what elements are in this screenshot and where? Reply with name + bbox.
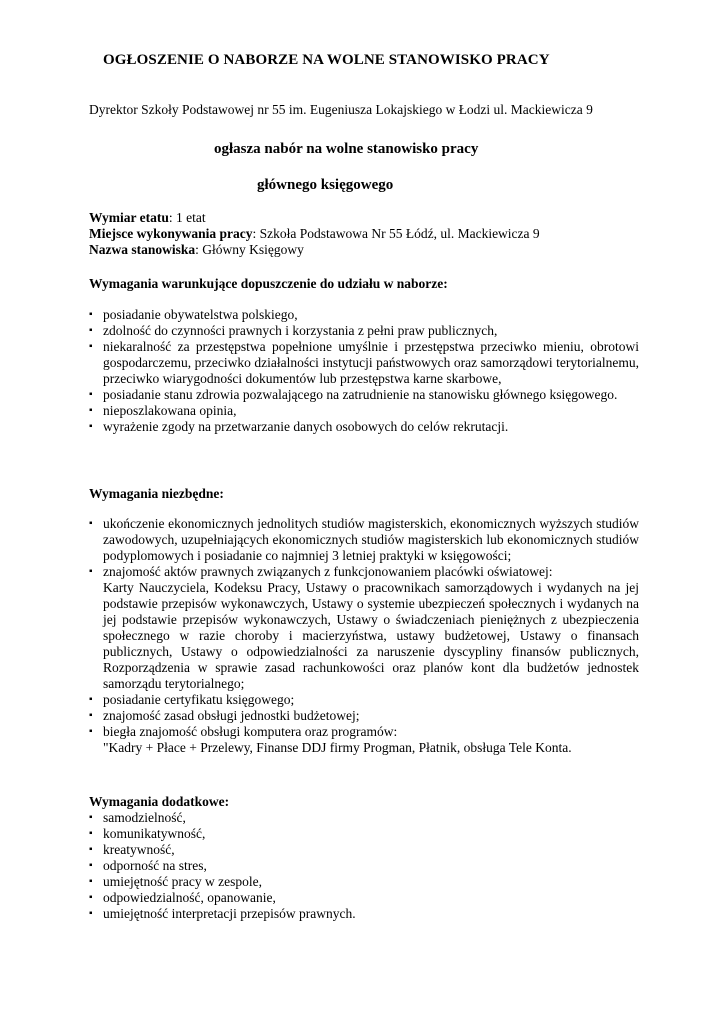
bullet-icon: ▪ [89,908,93,919]
info-miejsce [89,226,649,242]
bullet-icon: ▪ [89,860,93,871]
bullet-icon: ▪ [89,389,93,400]
bullet-icon: ▪ [89,726,93,737]
list-niezbedne [89,516,639,756]
bullet-icon: ▪ [89,710,93,721]
list-item: ▪ posiadanie obywatelstwa polskiego, [89,307,298,322]
list-item: ▪ umiejętność interpretacji przepisów prawnych. [89,906,356,921]
list-item: ▪ znajomość aktów prawnych związanych z funkcjonowaniem placówki oświatowej: Karty Nauczyciela, Kodeksu Pracy, Ustawy o pracownikach samorządowych i wydanych na jej podstawie przepisów wykonawczych, Ustawy o systemie ubezpieczeń społecznych i wydanych na jej podstawie przepisów wykonawczych, Ustawy o świadczeniach pieniężnych z ubezpieczenia społecznego w razie choroby i macierzyństwa, ustawy budżetowej, Ustawy o finansach publicznych, Ustawy o odpowiedzialności za naruszenie dyscypliny finansów publicznych, Rozporządzenia w sprawie zasad rachunkowości oraz planów kont dla budżetów jednostek samorządu terytorialnego; [89,564,639,691]
list-dodatkowe [89,810,639,922]
list-item: ▪ komunikatywność, [89,826,206,841]
info-miejsce-label: Miejsce wykonywania pracy [89,226,253,241]
bullet-icon: ▪ [89,341,93,352]
bullet-icon: ▪ [89,566,93,577]
info-miejsce-value: : Szkoła Podstawowa Nr 55 Łódź, ul. Mackiewicza 9 [252,226,540,241]
bullet-icon: ▪ [89,812,93,823]
bullet-icon: ▪ [89,844,93,855]
bullet-icon: ▪ [89,421,93,432]
section-heading-niezbedne: Wymagania niezbędne: [89,486,224,501]
list-item: ▪ niekaralność za przestępstwa popełnione umyślnie i przestępstwa przeciwko mieniu, obrotowi gospodarczemu, przeciwko działalności instytucji państwowych oraz samorządowi terytorialnemu, przeciwko wiarygodności dokumentów lub przestępstwa karne skarbowe, [89,339,639,386]
list-item: ▪ nieposzlakowana opinia, [89,403,237,418]
list-item: ▪ ukończenie ekonomicznych jednolitych studiów magisterskich, ekonomicznych wyższych studiów zawodowych, uzupełniających ekonomicznych studiów magisterskich lub ekonomicznych studiów podyplomowych i posiadanie co najmniej 3 letniej praktyki w księgowości; [89,516,639,563]
list-warunkujace [89,307,639,435]
list-item: ▪ posiadanie certyfikatu księgowego; [89,692,295,707]
list-item: ▪ umiejętność pracy w zespole, [89,874,262,889]
list-item: ▪ kreatywność, [89,842,175,857]
list-item: ▪ odporność na stres, [89,858,207,873]
bullet-icon: ▪ [89,325,93,336]
section-heading-dodatkowe: Wymagania dodatkowe: [89,794,230,809]
legal-acts-text: Karty Nauczyciela, Kodeksu Pracy, Ustawy o pracownikach samorządowych i wydanych na jej podstawie przepisów wykonawczych, Ustawy o systemie ubezpieczeń społecznych i wydanych na jej podstawie przepisów wykonawczych, Ustawy o świadczeniach pieniężnych z ubezpieczenia społecznego w razie choroby i macierzyństwa, ustawy budżetowej, Ustawy o finansach publicznych, Ustawy o odpowiedzialności za naruszenie dyscypliny finansów publicznych, Rozporządzenia w sprawie zasad rachunkowości oraz planów kont dla budżetów jednostek samorządu terytorialnego; [103,580,639,691]
bullet-icon: ▪ [89,828,93,839]
info-wymiar-label: Wymiar etatu [89,210,169,225]
list-item: ▪ znajomość zasad obsługi jednostki budżetowej; [89,708,360,723]
info-nazwa-label: Nazwa stanowiska [89,242,196,257]
intro-line: Dyrektor Szkoły Podstawowej nr 55 im. Eugeniusza Lokajskiego w Łodzi ul. Mackiewicza 9 [89,102,593,117]
list-item: ▪ biegła znajomość obsługi komputera oraz programów: "Kadry + Płace + Przelewy, Finanse DDJ firmy Progman, Płatnik, obsługa Tele Konta. [89,724,639,756]
list-item: ▪ wyrażenie zgody na przetwarzanie danych osobowych do celów rekrutacji. [89,419,509,434]
bullet-icon: ▪ [89,518,93,529]
announcement-line: ogłasza nabór na wolne stanowisko pracy [214,141,479,157]
bullet-icon: ▪ [89,694,93,705]
section-heading-warunkujace: Wymagania warunkujące dopuszczenie do udziału w naborze: [89,276,448,291]
info-wymiar-value: : 1 etat [168,210,206,225]
list-item: ▪ samodzielność, [89,810,186,825]
bullet-icon: ▪ [89,309,93,320]
list-item: ▪ zdolność do czynności prawnych i korzystania z pełni praw publicznych, [89,323,498,338]
bullet-icon: ▪ [89,876,93,887]
programs-text: "Kadry + Płace + Przelewy, Finanse DDJ firmy Progman, Płatnik, obsługa Tele Konta. [103,740,572,755]
bullet-icon: ▪ [89,405,93,416]
info-nazwa [89,242,649,258]
list-item: ▪ odpowiedzialność, opanowanie, [89,890,276,905]
info-nazwa-value: : Główny Księgowy [195,242,304,257]
info-wymiar [89,210,649,226]
document-title: OGŁOSZENIE O NABORZE NA WOLNE STANOWISKO PRACY [103,52,550,68]
bullet-icon: ▪ [89,892,93,903]
job-info-block [89,210,649,258]
list-item: ▪ posiadanie stanu zdrowia pozwalającego na zatrudnienie na stanowisku głównego księgowego. [89,387,618,402]
position-title: głównego księgowego [257,177,394,193]
